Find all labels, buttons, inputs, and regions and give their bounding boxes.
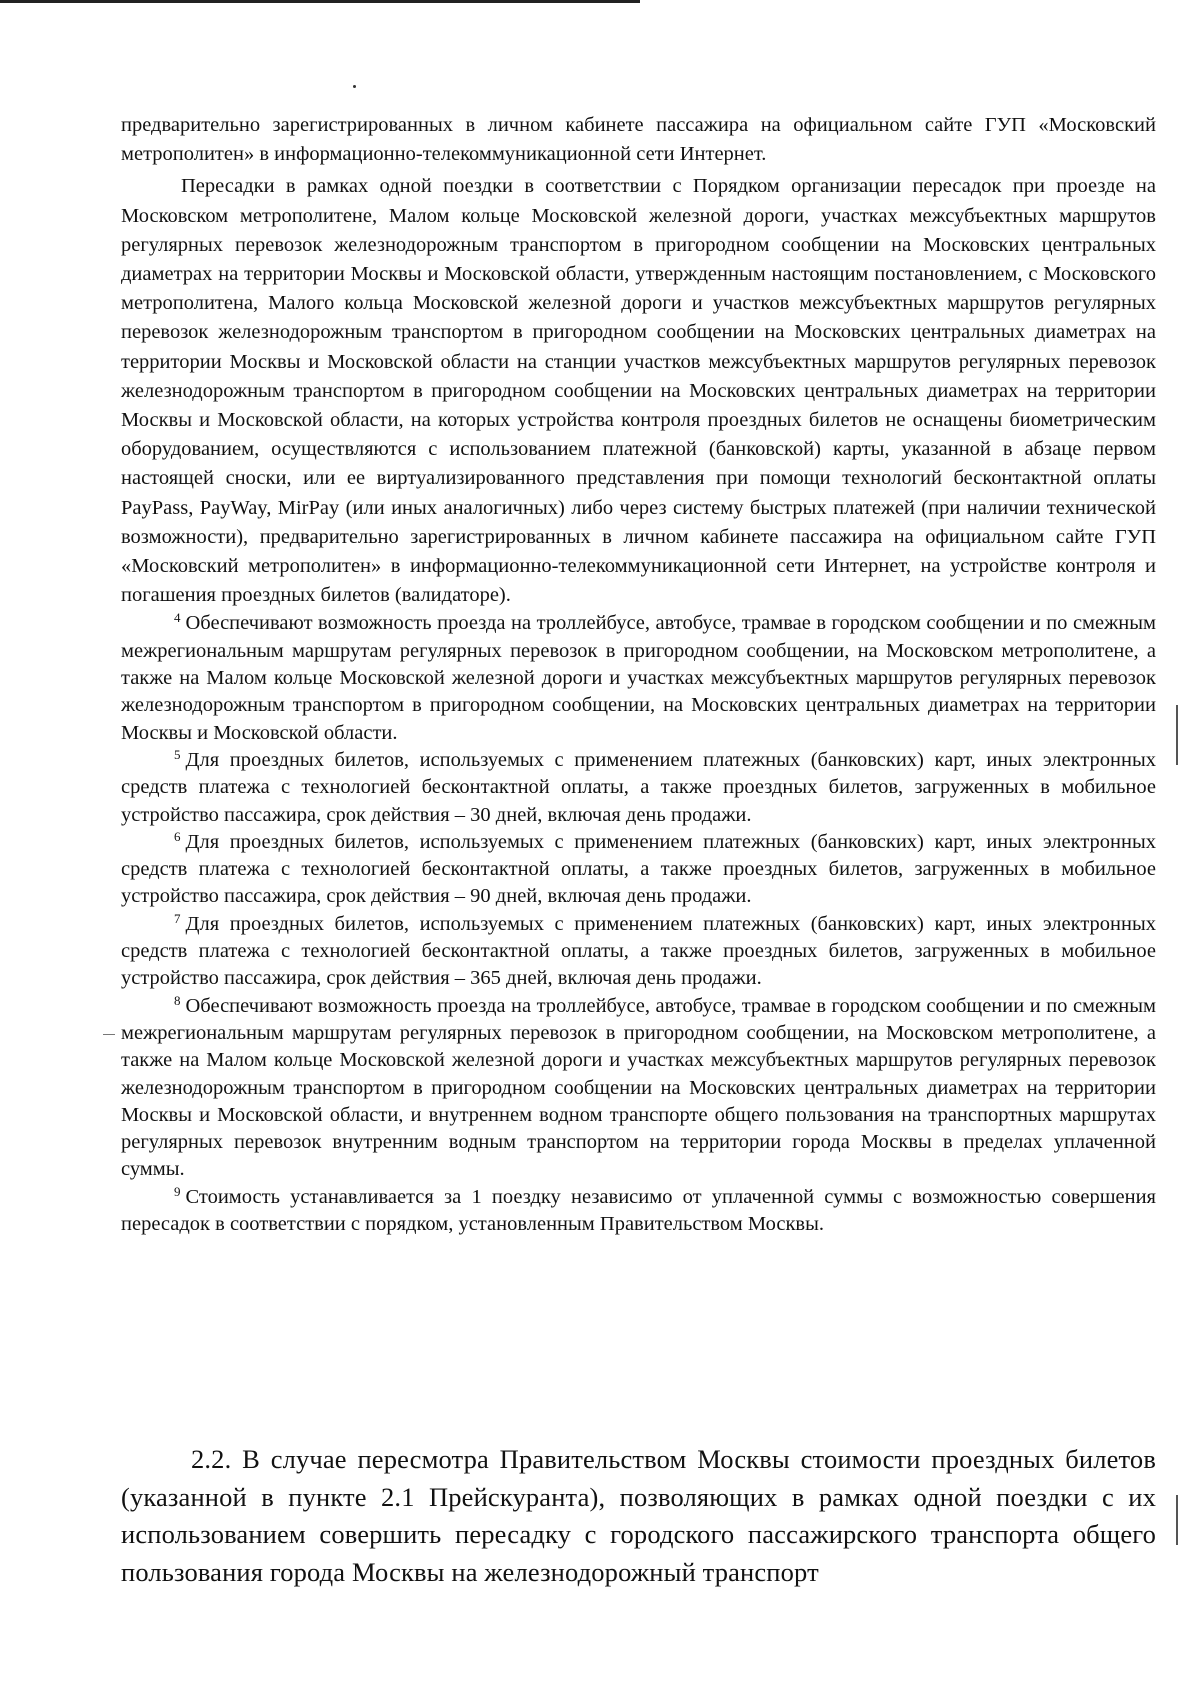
scan-top-edge — [0, 0, 640, 3]
footnote-9 — [121, 1184, 1156, 1239]
footnote-number: 8 — [174, 992, 181, 1008]
footnote-number: 5 — [174, 746, 181, 762]
footnote-text: Для проездных билетов, используемых с применением платежных (банковских) карт, иных электронных средств платежа с технологией бесконтактной оплаты, а также проездных билетов, загруженных в мобильное устройство пассажира, срок действия – 90 дней, включая день продажи. — [121, 830, 1156, 908]
body-text — [121, 111, 1156, 1238]
footnote-text: Обеспечивают возможность проезда на троллейбусе, автобусе, трамвае в городском сообщении и по смежным межрегиональным маршрутам регулярных перевозок в пригородном сообщении, на Московском метрополитене, а также на Малом кольце Московской железной дороги и участках межсубъектных маршрутов регулярных перевозок железнодорожным транспортом в пригородном сообщении на Московских центральных диаметрах на территории Москвы и Московской области, и внутреннем водном транспорте общего пользования на транспортных маршрутах регулярных перевозок внутренним водным транспортом на территории города Москвы в пределах уплаченной суммы. — [121, 994, 1156, 1181]
footnote-number: 7 — [174, 910, 181, 926]
footnote-text: Стоимость устанавливается за 1 поездку независимо от уплаченной суммы с возможностью совершения пересадок в соответствии с порядком, установленным Правительством Москвы. — [121, 1185, 1156, 1235]
footnote-text: Для проездных билетов, используемых с применением платежных (банковских) карт, иных электронных средств платежа с технологией бесконтактной оплаты, а также проездных билетов, загруженных в мобильное устройство пассажира, срок действия – 30 дней, включая день продажи. — [121, 748, 1156, 826]
scan-margin-mark — [103, 1034, 115, 1035]
footnote-6 — [121, 829, 1156, 911]
footnote-number: 6 — [174, 828, 181, 844]
paragraph-transfers: Пересадки в рамках одной поездки в соответствии с Порядком организации пересадок при проезде на Московском метрополитене, Малом кольце Московской железной дороги, участках межсубъектных маршрутов регулярных перевозок железнодорожным транспортом в пригородном сообщении на Московских центральных диаметрах на территории Москвы и Московской области, утвержденным настоящим постановлением, с Московского метрополитена, Малого кольца Московской железной дороги и участков межсубъектных маршрутов регулярных перевозок железнодорожным транспортом в пригородном сообщении на Московских центральных диаметрах на территории Москвы и Московской области на станции участков межсубъектных маршрутов регулярных перевозок железнодорожным транспортом в пригородном сообщении на Московских центральных диаметрах на территории Москвы и Московской области, на которых устройства контроля проездных билетов не оснащены биометрическим оборудованием, осуществляются с использованием платежной (банковской) карты, указанной в абзаце первом настоящей сноски, или ее виртуализированного представления при помощи технологий бесконтактной оплаты PayPass, PayWay, MirPay (или иных аналогичных) либо через систему быстрых платежей (при наличии технической возможности), предварительно зарегистрированных в личном кабинете пассажира на официальном сайте ГУП «Московский метрополитен» в информационно-телекоммуникационной сети Интернет, на устройстве контроля и погашения проездных билетов (валидаторе). — [121, 175, 1156, 607]
footnote-number: 9 — [174, 1183, 181, 1199]
footnote-7 — [121, 911, 1156, 993]
footnote-8 — [121, 993, 1156, 1184]
scan-edge-mark — [1176, 1495, 1178, 1545]
footnote-5 — [121, 747, 1156, 829]
scan-speck — [353, 85, 356, 88]
footnote-number: 4 — [174, 610, 181, 626]
footnote-text: Обеспечивают возможность проезда на троллейбусе, автобусе, трамвае в городском сообщении и по смежным межрегиональным маршрутам регулярных перевозок в пригородном сообщении, на Московском метрополитене, а также на Малом кольце Московской железной дороги и участках межсубъектных маршрутов регулярных перевозок железнодорожным транспортом в пригородном сообщении, на Московских центральных диаметрах на территории Москвы и Московской области. — [121, 612, 1156, 744]
footnote-4 — [121, 610, 1156, 746]
scan-edge-mark — [1176, 705, 1178, 765]
paragraph-continuation: предварительно зарегистрированных в личном кабинете пассажира на официальном сайте ГУП «Московский метрополитен» в информационно-телекоммуникационной сети Интернет. — [121, 114, 1156, 166]
section-2-2: 2.2. В случае пересмотра Правительством Москвы стоимости проездных билетов (указанной в пункте 2.1 Прейскуранта), позволяющих в рамках одной поездки с их использованием совершить пересадку с городского пассажирского транспорта общего пользования города Москвы на железнодорожный транспорт — [121, 1444, 1156, 1587]
footnote-text: Для проездных билетов, используемых с применением платежных (банковских) карт, иных электронных средств платежа с технологией бесконтактной оплаты, а также проездных билетов, загруженных в мобильное устройство пассажира, срок действия – 365 дней, включая день продажи. — [121, 912, 1156, 990]
